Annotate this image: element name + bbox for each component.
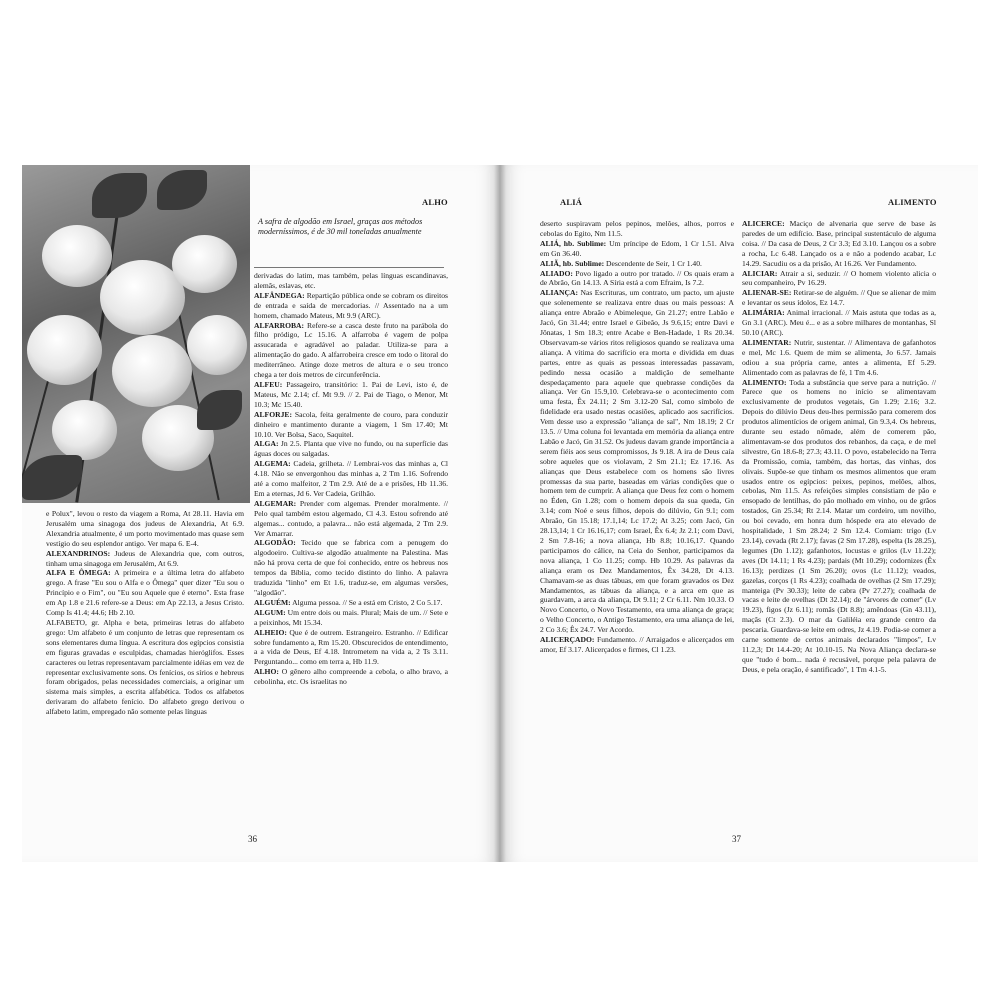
entry-text: e Polux", levou o resto da viagem a Roma, At 28.11. Havia em Jerusalém uma sinagoga dos judeus de Alexandria, At 6.9. Alexandria atualmente, é um porto movimentado mas quase sem vestígio do seu esplendor antigo. Ver mapa 6. E-4.	[46, 509, 244, 548]
entry-text: derivadas do latim, mas também, pelas línguas escandinavas, alemãs, eslavas, etc.	[254, 271, 448, 290]
left-column-1	[46, 509, 244, 717]
entry-text: ALGA: Jn 2.5. Planta que vive no fundo, ou na superfície das águas doces ou salgadas.	[254, 439, 448, 459]
entry-text: ALFA E ÔMEGA: A primeira e a última letra do alfabeto grego. A frase "Eu sou o Alfa e o Ômega" quer dizer "Eu sou o Princípio e o Fim", ou "Eu sou Aquele que é eterno". Esta frase em Ap 1.8 e 21.6 refere-se a Deus: em Ap 22.13, a Jesus Cristo. Comp Is 41.4; 44.6; Hb 2.10.	[46, 568, 244, 618]
entry-text: ALEXANDRINOS: Judeus de Alexandria que, com outros, tinham uma sinagoga em Jerusalém, At 6.9.	[46, 548, 244, 568]
right-running-head-left: ALIÁ	[560, 197, 583, 207]
caption-rule	[254, 267, 444, 268]
entry-text: ALIANÇA: Nas Escrituras, um contrato, um pacto, um ajuste que solenemente se realizava entre duas ou mais pessoas: A aliança entre Abraão e Abimeleque, Gn 21.27; entre Labão e Jacó, Gn 31.44; entre Israel e Gibeão, Js 9.6,15; entre Davi e Jônatas, 1 Sm 18.3; entre Acabe e Ben-Hadade, 1 Rs 20.34. Observavam-se vários ritos religiosos quando se realizava uma aliança. A vítima do sacrifício era morta e dividida em duas partes, entre as quais as pessoas interessadas passavam, pedindo nessa ocasião a maldição de semelhante despedaçamento para aquele que quebrasse condições da aliança. Ver Gn 15.9,10. Celebrava-se o acontecimento com uma festa, Êx 24.11; 2 Sm 3.12-20 Sal, como símbolo de fidelidade era usado nestas ocasiões, aplicado aos sacrifícios. Vem desse uso a expressão "aliança de sal", Nm 18.19; 2 Cr 13.5. // Uma coluna foi levantada em memória da aliança entre Labão e Jacó, Gn 31.52. Os judeus davam grande importância a serem fiéis aos seus compromissos, Js 9.18. A ira de Deus caía sobre aqueles que os violavam, 2 Sm 21.1; Ez 17.16. As alianças que Deus estabelece com os homens são livres promessas da sua parte, baseadas em várias condições que o homem tem de cumprir. A aliança que Deus fez com o homem no Éden, Gn 1.28; com o homem depois da sua queda, Gn 3.14; com Noé e seus filhos, depois do dilúvio, Gn 9.1; com Abraão, Gn 15.18; 17.1,14; Lc 17.2; At 3.25; com Jacó, Gn 28.13,14; 1 Cr 16.16,17; com Israel, Êx 6.4; Jz 2.1; com Davi, 2 Sm 7.8-16; a nova aliança, Hb 8.8; 10.16,17. Quando participamos do cálice, na Ceia do Senhor, participamos da nova aliança, 1 Co 11.25; comp. Hb 10.29. As palavras da aliança eram os Dez Mandamentos, Êx 34.28, Dt 4.13. Chamavam-se as duas tábuas, em que foram gravados os Dez Mandamentos, as tábuas da aliança, e a arca em que as guardavam, a arca da aliança, Dt 9.11; 2 Cr 6.11. Nm 10.33. O Novo Concerto, o Novo Testamento, era uma aliança de graça; o Velho Concerto, o Antigo Testamento, era uma aliança de lei, 2 Co 3.6; Êx 24.7. Ver Acordo.	[540, 288, 734, 635]
left-column-2	[254, 271, 448, 687]
entry-text: ALFABETO, gr. Alpha e beta, primeiras letras do alfabeto grego: Um alfabeto é um conjunto de letras que representam os sons elementares duma língua. A escritura dos egípcios consistia em figuras gravadas e esculpidas, chamadas hieróglifos. Esses caracteres ou letras representavam parcialmente idéias em vez de representar exclusivamente sons. Os fenícios, os sírios e hebreus foram obrigados, pelas necessidades comerciais, a originar um sistema mais simples, a escrita alfabética. Todos os alfabetos derivaram do alfabeto fenício. Do alfabeto grego derivou o alfabeto latim, empregado não somente pelas línguas	[46, 617, 244, 717]
entry-text: ALFÂNDEGA: Repartição pública onde se cobram os direitos de entrada e saída de mercadorias. // Assentado na a um homem, chamado Mateus, Mt 9.9 (ARC).	[254, 290, 448, 320]
book-gutter	[494, 165, 506, 862]
left-running-head: ALHO	[422, 197, 448, 207]
entry-text: ALICERÇADO: Fundamento. // Arraigados e alicerçados em amor, Ef 3.17. Alicerçados e firmes, Cl 1.23.	[540, 635, 734, 654]
left-page-number: 36	[248, 834, 257, 844]
entry-text: ALFEU: Passageiro, transitório: 1. Pai de Levi, isto é, de Mateus, Mc 2.14; cf. Mt 9.9. // 2. Pai de Tiago, o Menor, Mt 10.3; Mc 15.40.	[254, 379, 448, 409]
entry-text: ALGUM: Um entre dois ou mais. Plural; Mais de um. // Sete e a peixinhos, Mt 15.34.	[254, 607, 448, 627]
entry-text: deserto suspiravam pelos pepinos, melões, alhos, porros e cebolas do Egito, Nm 11.5.	[540, 219, 734, 238]
entry-text: ALIÃ, hb. Sublime: Descendente de Seir, 1 Cr 1.40.	[540, 258, 702, 268]
right-page-number: 37	[732, 834, 741, 844]
entry-text: ALHO: O gênero alho compreende a cebola, o alho bravo, a cebolinha, etc. Os israelitas no	[254, 667, 448, 687]
entry-text: ALIMENTAR: Nutrir, sustentar. // Alimentava de gafanhotos e mel, Mc 1.6. Quem de mim se alimenta, Jo 6.57. Jamais odiou a sua própria carne, antes a alimenta, Ef 5.29. Alimentado com as palavras de fé, 1 Tm 4.6.	[742, 337, 936, 377]
entry-text: ALHEIO: Que é de outrem. Estrangeiro. Estranho. // Edificar sobre fundamento a, Rm 15.20. Obscurecidos de entendimento, a a vida de Deus, Ef 4.18. Intrometem na vida a, 2 Ts 3.11. Perguntando... como em terra a, Hb 11.9.	[254, 627, 448, 667]
entry-text: ALICERCE: Maciço de alvenaria que serve de base às paredes de um edifício. Base, principal sustentáculo de alguma coisa. // Da casa de Deus, 2 Cr 3.3; Ed 3.10. Lançou os a sobre a rocha, Lc 6.48. Lançado os a e não a podendo acabar, Lc 14.29. Sacudiu os a da prisão, At 16.26. Ver Fundamento.	[742, 219, 936, 268]
right-page	[500, 165, 978, 862]
right-column-2	[742, 219, 936, 675]
entry-text: ALGUÉM: Alguma pessoa. // Se a está em Cristo, 2 Co 5.17.	[254, 597, 443, 607]
entry-text: ALFARROBA: Refere-se a casca deste fruto na parábola do filho pródigo, Lc 15.16. A alfarroba é vagem de polpa assucarada e agradável ao paladar. Utiliza-se para a alimentação do gado. A alfarrobeira cresce em todo o litoral do mediterrâneo. Atinge doze metros de altura e o seu tronco chega a ter dois metros de circunferência.	[254, 320, 448, 380]
right-running-head-right: ALIMENTO	[888, 197, 937, 207]
entry-text: ALICIAR: Atrair a si, seduzir. // O homem violento alicia o seu companheiro, Pv 16.29.	[742, 268, 936, 288]
entry-text: ALIMENTO: Toda a substância que serve para a nutrição. // Parece que os homens no início se alimentavam exclusivamente de produtos vegetais, Gn 1.29; 2.16; 3.2. Depois do dilúvio Deus deu-lhes permissão para comerem dos produtos alimentícios de origem animal, Gn 9.3,4. Os hebreus, durante seu estado nômade, além de comerem pão, alimentavam-se dos produtos dos rebanhos, da caça, e de mel silvestre, Gn 18.6-8; 27.3; 43.11. O povo, estabelecido na Terra da Promissão, comia, também, das hortas, das vinhas, dos olivais. Supõe-se que tinham os mesmos alimentos que eram usados entre os egípcios: peixes, pepinos, melões, alhos, cebolas, Nm 11.5. As refeições simples consistiam de pão e ensopado de lentilhas, do pão molhado em vinho, ou de grãos tostados, Gn 25.34; Rt 2.14. Matar um cordeiro, um novilho, ou boi cevado, em honra dum hóspede era ato elevado de hospitalidade, 1 Sm 28.24; 2 Sm 12.4. Comiam: trigo (Lv 23.14), cevada (Rt 2.17); favas (2 Sm 17.28), espelta (Is 28.25), legumes (Dn 1.12); gafanhotos, locustas e grilos (Lv 11.22); aves (Dt 14.11; 1 Rs 4.23); pardais (Mt 10.29); codornizes (Êx 16.13); perdizes (1 Sm 26.20); ovos (Lc 11.12); veados, gazelas, corços (1 Rs 4.23); coalhada de ovelhas (2 Sm 17.29); manteiga (Pv 30.33); leite de cabra (Pv 27.27); coalhada de vacas e leite de ovelhas (Dt 32.14); de "árvores de comer" (Lv 19.23), figos (Jz 6.11); romãs (Dt 8.8); amêndoas (Gn 43.11), maçãs (Ct 2.3). O mar da Galiléia era grande centro da pescaria. Guardava-se leite em odres, Jz 4.19. Podia-se comer a carne somente de certos animais declarados "limpos", Lv 11.2,3; Dt 14.4-20; At 10.10-15. Na Nova Aliança declara-se que "tudo é bom... nada é recusável, porque pela palavra de Deus, e pela oração, é santificado", 1 Tm 4.1-5.	[742, 377, 936, 674]
right-column-1	[540, 219, 734, 655]
entry-text: ALIMÁRIA: Animal irracional. // Mais astuta que todas as a, Gn 3.1 (ARC). Meu é... e as a sobre milhares de montanhas, Sl 50.10 (ARC).	[742, 308, 936, 337]
entry-text: ALGEMA: Cadeia, grilheta. // Lembrai-vos das minhas a, Cl 4.18. Não se envergonhou das minhas a, 2 Tm 1.16. Sofrendo até a como malfeitor, 2 Tm 2.9. Até de a e prisões, Hb 11.36. Em a eternas, Jd 6. Ver Cadeia, Grilhão.	[254, 459, 448, 498]
entry-text: ALGODÃO: Tecido que se fabrica com a penugem do algodoeiro. Cultiva-se algodão atualmente na Palestina. Mas não há prova certa de que foi conhecido, entre os hebreus nos tempos da Bíblia, como tecido distinto do linho. A palavra traduzida "linho" em Et 1.6, traduz-se, em algumas versões, "algodão".	[254, 538, 448, 597]
entry-text: ALIADO: Povo ligado a outro por tratado. // Os quais eram a de Abrão, Gn 14.13. A Síria está a com Efraim, Is 7.2.	[540, 268, 734, 288]
cotton-photo	[22, 165, 250, 503]
left-page	[22, 165, 500, 862]
entry-text: ALIENAR-SE: Retirar-se de alguém. // Que se alienar de mim e levantar os seus ídolos, Ez 14.7.	[742, 288, 936, 308]
book-spread	[22, 165, 978, 862]
photo-caption: A safra de algodão em Israel, graças aos métodos moderníssimos, é de 30 mil toneladas anualmente	[258, 217, 423, 236]
entry-text: ALGEMAR: Prender com algemas. Prender moralmente. // Pelo qual também estou algemado, Cl 4.3. Estou sofrendo até algemas... contudo, a palavra... não está algemada, 2 Tm 2.9. Ver Amarrar.	[254, 498, 448, 538]
entry-text: ALFORJE: Sacola, feita geralmente de couro, para conduzir dinheiro e mantimento durante a viagem, 1 Sm 17.40; Mt 10.10. Ver Bolsa, Saco, Saquitel.	[254, 409, 448, 439]
entry-text: ALIÁ, hb. Sublime: Um príncipe de Edom, 1 Cr 1.51. Alva em Gn 36.40.	[540, 238, 734, 258]
